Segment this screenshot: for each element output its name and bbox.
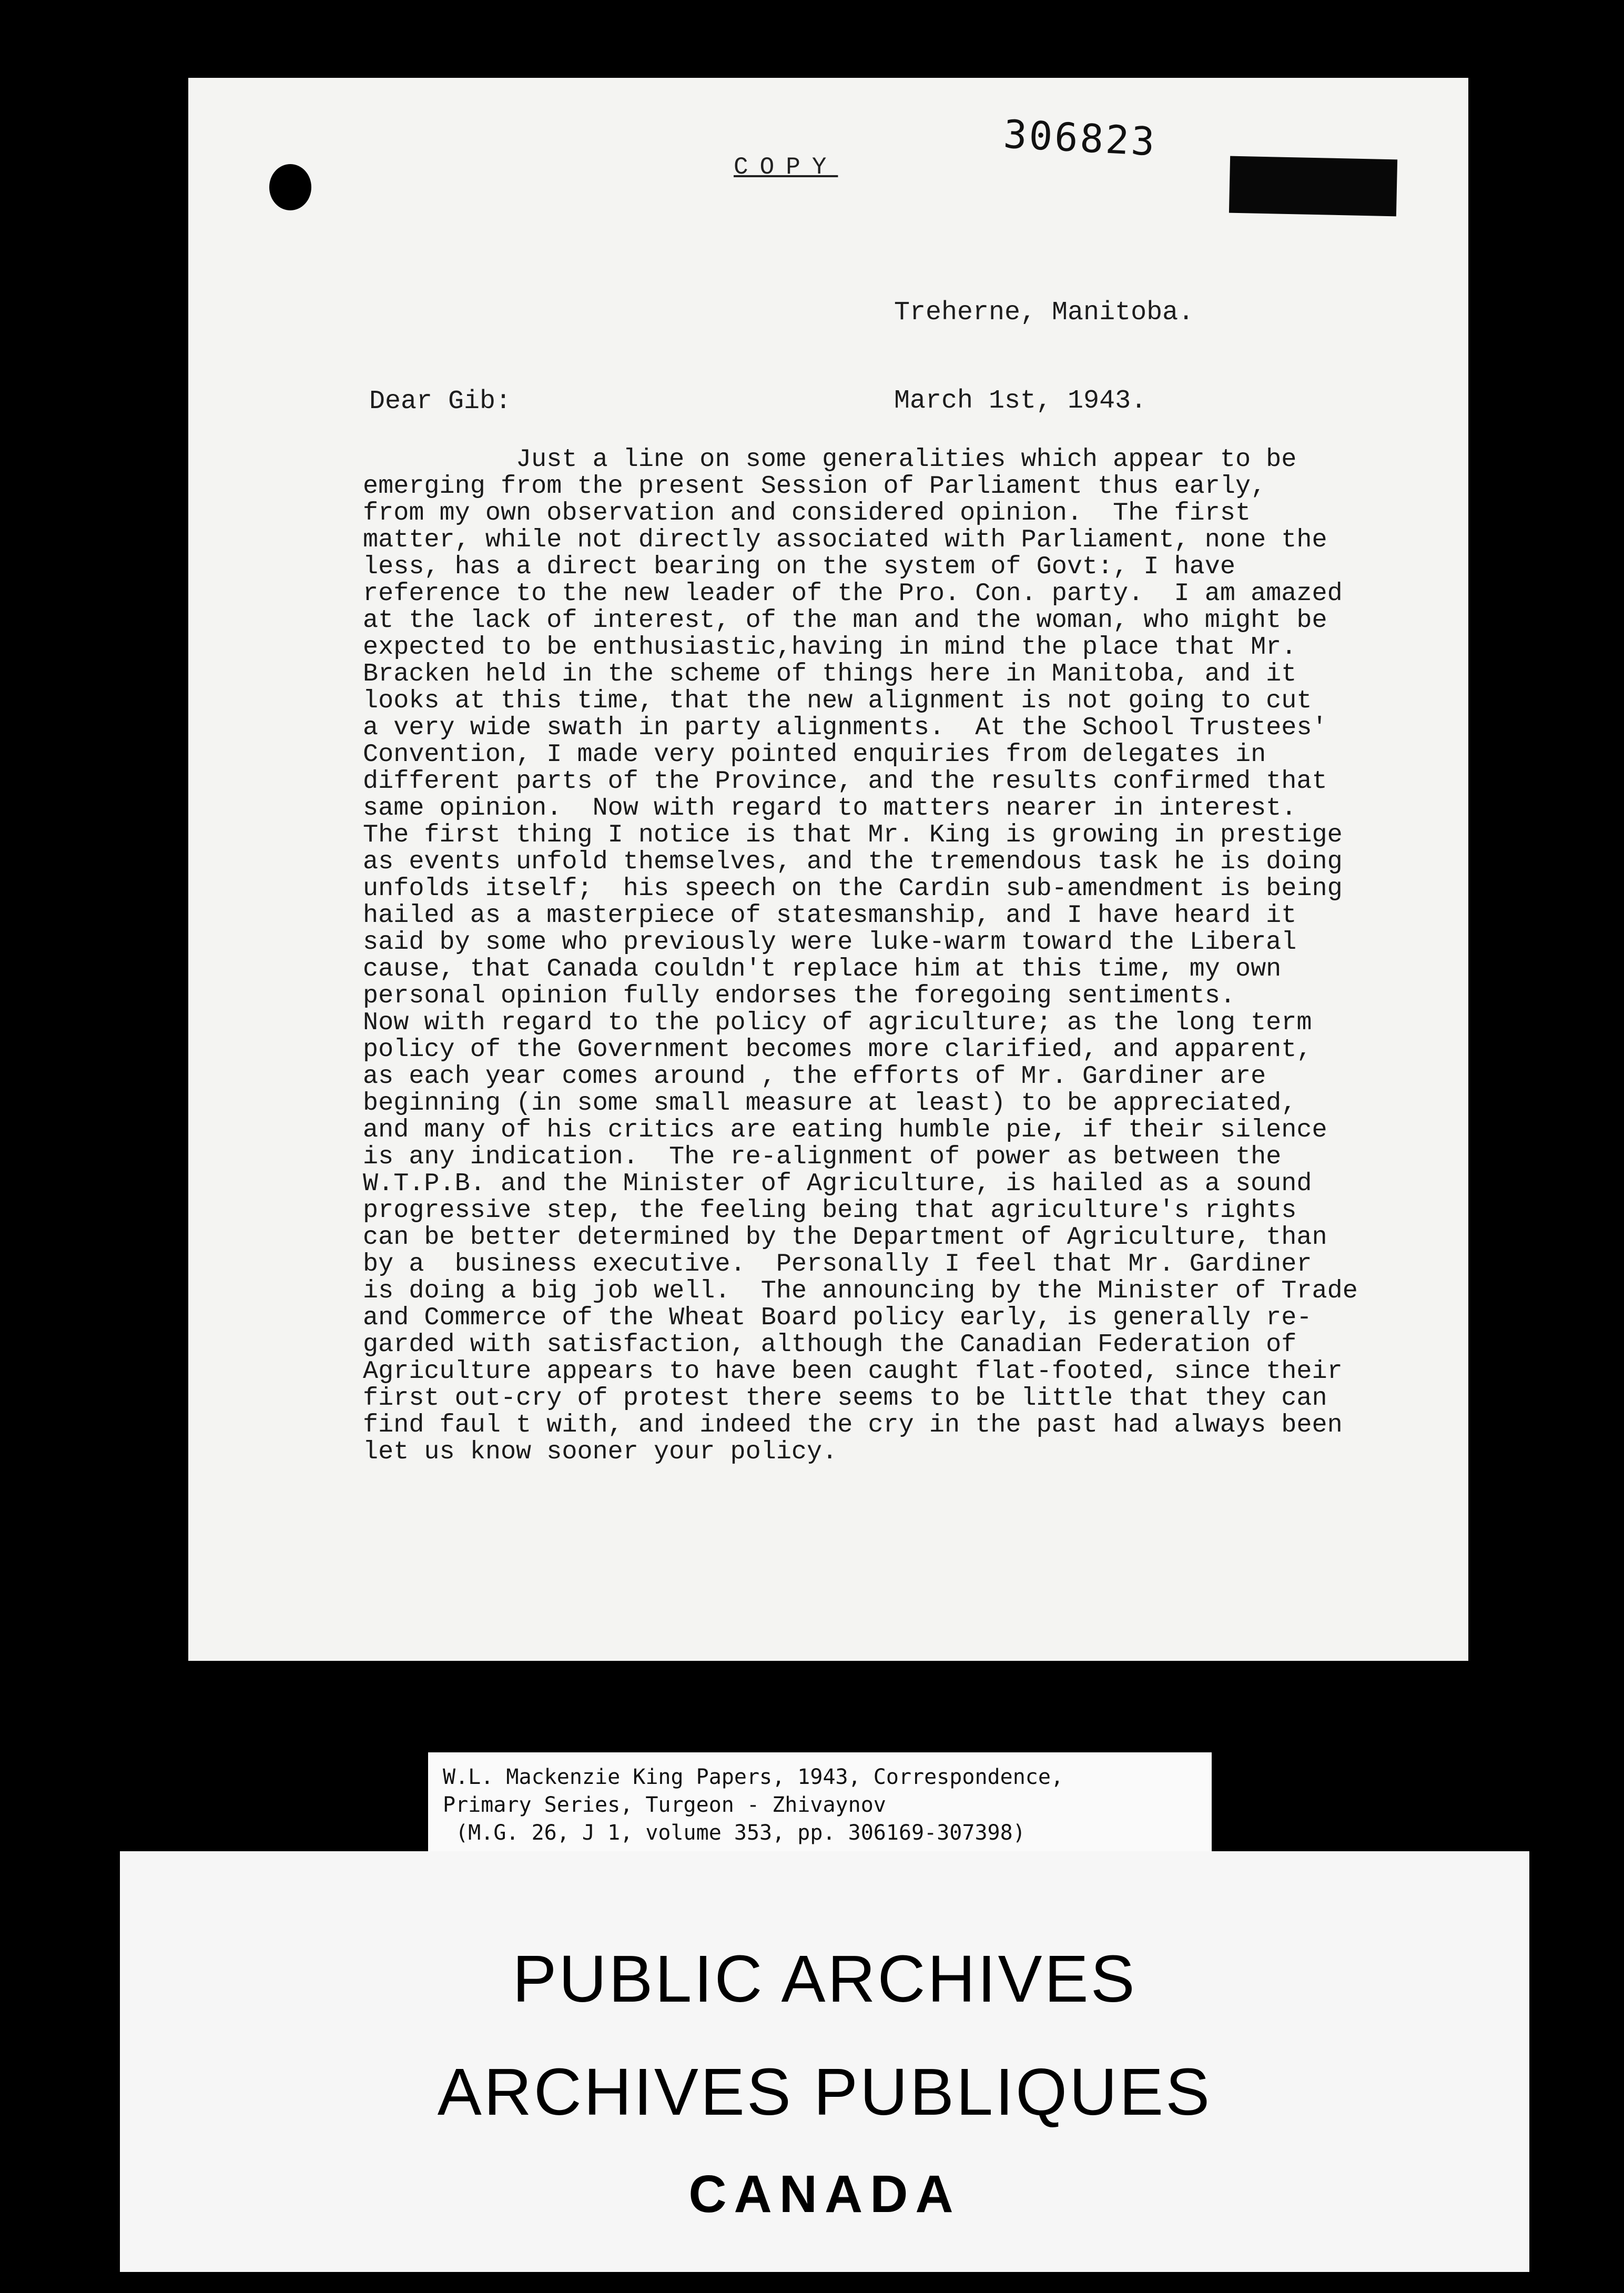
body-line: W.T.P.B. and the Minister of Agriculture, is hailed as a sound <box>363 1169 1312 1198</box>
body-line: is any indication. The re-alignment of power as between the <box>363 1142 1282 1171</box>
body-line: a very wide swath in party alignments. At the School Trustees' <box>363 713 1327 742</box>
archive-card <box>120 1851 1529 2272</box>
body-line: first out-cry of protest there seems to be little that they can <box>363 1384 1327 1413</box>
body-line: different parts of the Province, and the results confirmed that <box>363 767 1327 796</box>
body-line: reference to the new leader of the Pro. Con. party. I am amazed <box>363 579 1343 608</box>
body-line: Now with regard to the policy of agriculture; as the long term <box>363 1008 1312 1037</box>
body-line: and many of his critics are eating humble pie, if their silence <box>363 1115 1327 1144</box>
salutation: Dear Gib: <box>369 387 512 417</box>
archive-title-en: PUBLIC ARCHIVES <box>512 1942 1137 2016</box>
body-line: hailed as a masterpiece of statesmanship, and I have heard it <box>363 901 1297 930</box>
body-line: as events unfold themselves, and the tremendous task he is doing <box>363 847 1343 876</box>
body-line: Just a line on some generalities which appear to be <box>363 445 1297 474</box>
body-line: progressive step, the feeling being that agriculture's rights <box>363 1196 1297 1225</box>
body-line: personal opinion fully endorses the foregoing sentiments. <box>363 981 1235 1010</box>
body-line: emerging from the present Session of Parliament thus early, <box>363 472 1266 501</box>
place-line: Treherne, Manitoba. <box>894 298 1194 328</box>
body-line: less, has a direct bearing on the system of Govt:, I have <box>363 552 1235 581</box>
copy-heading: COPY <box>734 154 838 181</box>
body-line: Agriculture appears to have been caught flat-footed, since their <box>363 1357 1343 1386</box>
redaction-bar <box>1229 156 1397 217</box>
body-line: expected to be enthusiastic,having in mind the place that Mr. <box>363 633 1297 662</box>
citation-line: Primary Series, Turgeon - Zhivaynov <box>443 1793 886 1817</box>
body-line: same opinion. Now with regard to matters nearer in interest. <box>363 794 1297 823</box>
body-line: garded with satisfaction, although the Canadian Federation of <box>363 1330 1297 1359</box>
body-line: looks at this time, that the new alignment is not going to cut <box>363 686 1312 715</box>
body-line: matter, while not directly associated with Parliament, none the <box>363 525 1327 554</box>
body-line: unfolds itself; his speech on the Cardin sub-amendment is being <box>363 874 1343 903</box>
body-line: beginning (in some small measure at least) to be appreciated, <box>363 1089 1297 1118</box>
body-line: and Commerce of the Wheat Board policy early, is generally re- <box>363 1303 1312 1332</box>
body-line: is doing a big job well. The announcing by the Minister of Trade <box>363 1276 1358 1305</box>
body-line: The first thing I notice is that Mr. King is growing in prestige <box>363 820 1343 849</box>
date-line: March 1st, 1943. <box>894 386 1147 416</box>
body-line: let us know sooner your policy. <box>363 1437 838 1466</box>
body-line: from my own observation and considered opinion. The first <box>363 499 1251 527</box>
body-line: as each year comes around , the efforts of Mr. Gardiner are <box>363 1062 1266 1091</box>
letter-place-date <box>894 239 1194 445</box>
body-line: at the lack of interest, of the man and the woman, who might be <box>363 606 1327 635</box>
body-line: said by some who previously were luke-warm toward the Liberal <box>363 928 1297 957</box>
body-line: by a business executive. Personally I feel that Mr. Gardiner <box>363 1250 1312 1279</box>
punch-hole <box>269 164 311 210</box>
citation-line: (M.G. 26, J 1, volume 353, pp. 306169-307398) <box>443 1821 1026 1845</box>
document-number: 306823 <box>1002 111 1158 165</box>
body-line: policy of the Government becomes more clarified, and apparent, <box>363 1035 1312 1064</box>
citation-label <box>428 1752 1212 1858</box>
body-line: Convention, I made very pointed enquiries from delegates in <box>363 740 1266 769</box>
letter-body <box>363 446 1415 1465</box>
body-line: can be better determined by the Department of Agriculture, than <box>363 1223 1327 1252</box>
archive-title-fr: ARCHIVES PUBLIQUES <box>437 2055 1212 2129</box>
citation-line: W.L. Mackenzie King Papers, 1943, Correspondence, <box>443 1765 1064 1789</box>
body-line: Bracken held in the scheme of things here in Manitoba, and it <box>363 660 1297 688</box>
body-line: find faul t with, and indeed the cry in the past had always been <box>363 1411 1343 1439</box>
archive-country: CANADA <box>688 2165 961 2224</box>
body-line: cause, that Canada couldn't replace him at this time, my own <box>363 955 1282 983</box>
